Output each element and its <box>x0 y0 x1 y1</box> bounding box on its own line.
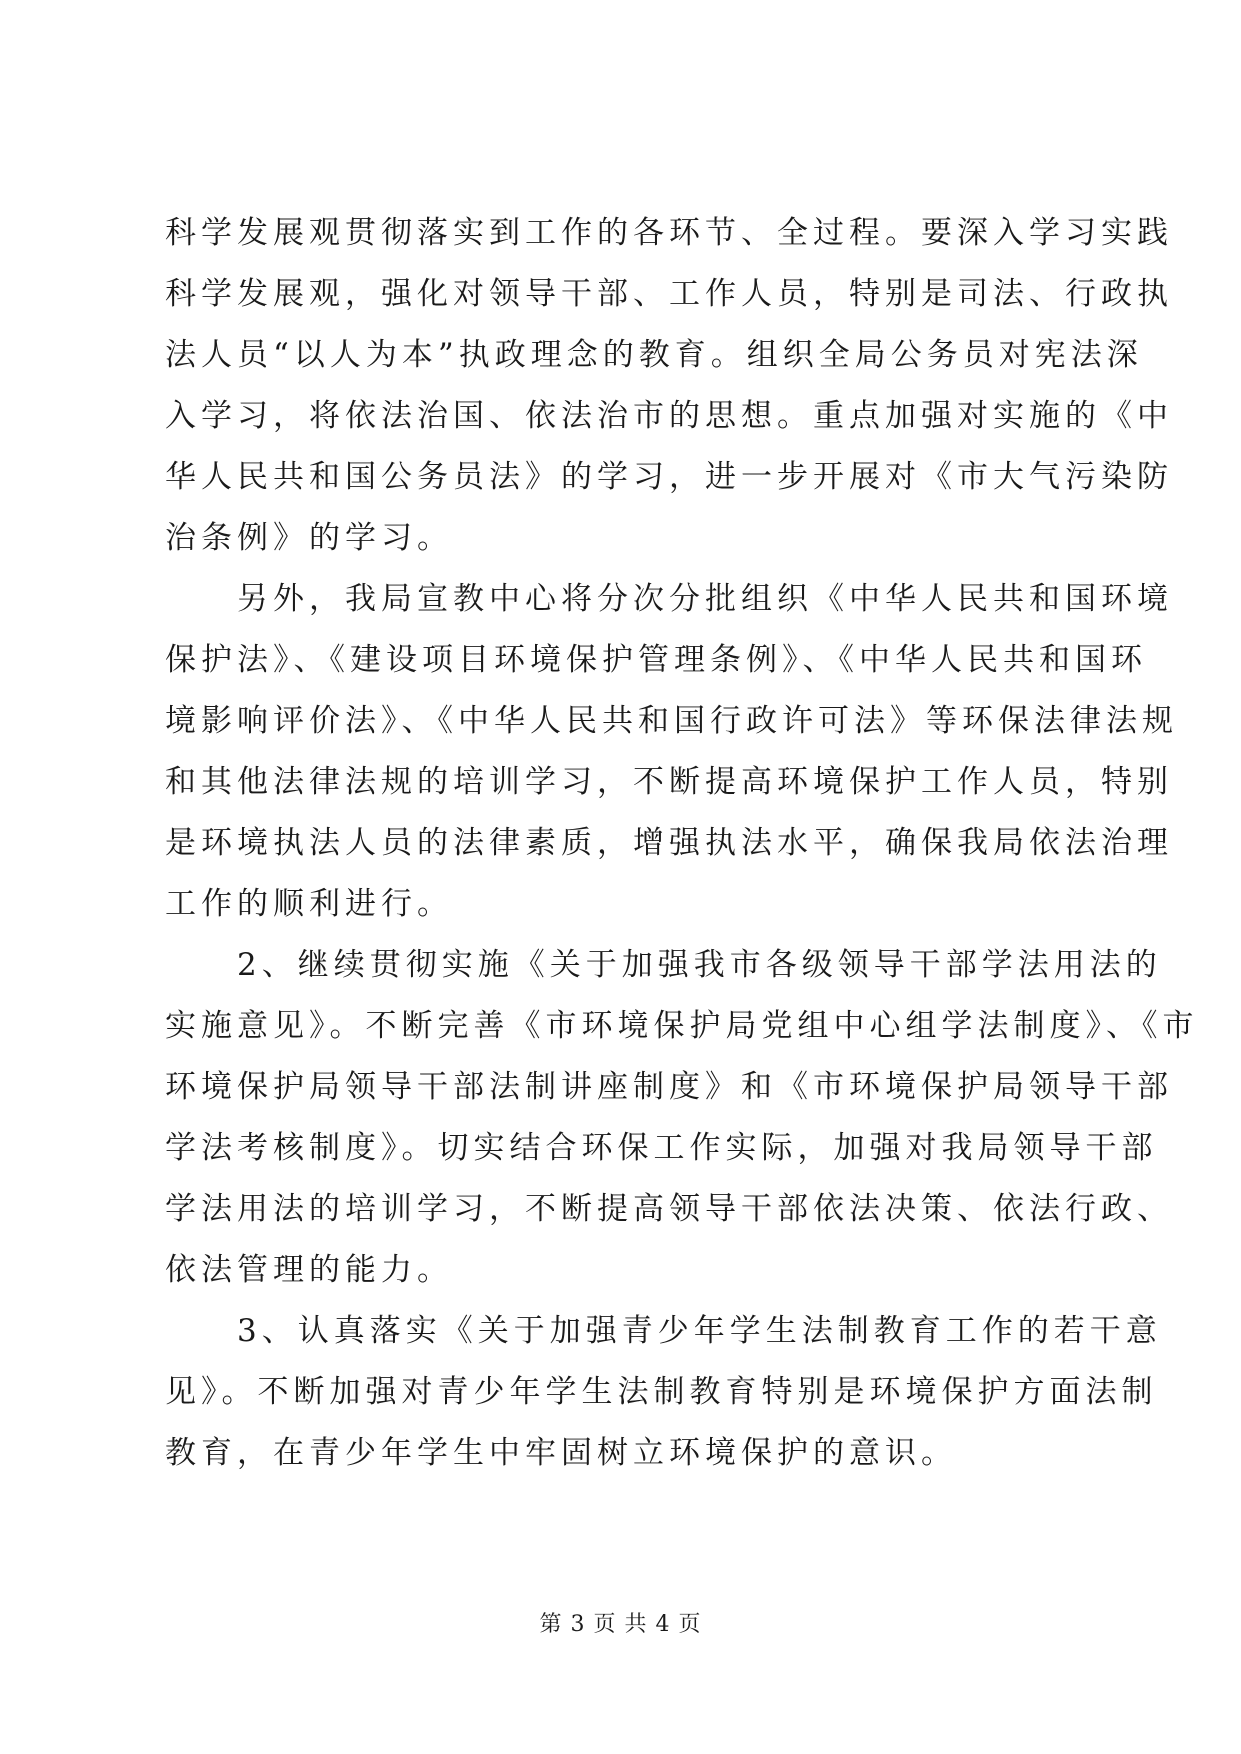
paragraph-line: 2、继续贯彻实施《关于加强我市各级领导干部学法用法的 <box>237 947 1162 983</box>
paragraph-line: 和其他法律法规的培训学习，不断提高环境保护工作人员，特别 <box>165 764 1173 800</box>
paragraph-line: 教育，在青少年学生中牢固树立环境保护的意识。 <box>165 1435 957 1471</box>
paragraph-line: 环境保护局领导干部法制讲座制度》和《市环境保护局领导干部 <box>165 1069 1173 1105</box>
paragraph-line: 入学习，将依法治国、依法治市的思想。重点加强对实施的《中 <box>165 398 1173 434</box>
document-body <box>165 203 1199 1484</box>
paragraph-line: 另外，我局宣教中心将分次分批组织《中华人民共和国环境 <box>237 581 1173 617</box>
paragraph-line: 学法用法的培训学习，不断提高领导干部依法决策、依法行政、 <box>165 1191 1173 1227</box>
paragraph-1 <box>165 203 1173 569</box>
paragraph-line: 学法考核制度》。切实结合环保工作实际，加强对我局领导干部 <box>165 1130 1158 1166</box>
paragraph-line: 保护法》、《建设项目环境保护管理条例》、《中华人民共和国环 <box>165 642 1147 678</box>
paragraph-line: 科学发展观，强化对领导干部、工作人员，特别是司法、行政执 <box>165 276 1173 312</box>
paragraph-line: 依法管理的能力。 <box>165 1252 453 1288</box>
paragraph-3 <box>165 935 1199 1301</box>
paragraph-line: 华人民共和国公务员法》的学习，进一步开展对《市大气污染防 <box>165 459 1173 495</box>
paragraph-4 <box>165 1301 1162 1484</box>
paragraph-line: 境影响评价法》、《中华人民共和国行政许可法》等环保法律法规 <box>165 703 1178 739</box>
paragraph-line: 法人员“以人为本”执政理念的教育。组织全局公务员对宪法深 <box>165 337 1143 373</box>
paragraph-line: 治条例》的学习。 <box>165 520 453 556</box>
paragraph-line: 工作的顺利进行。 <box>165 886 453 922</box>
paragraph-line: 3、认真落实《关于加强青少年学生法制教育工作的若干意 <box>237 1313 1162 1349</box>
page-number-footer: 第 3 页 共 4 页 <box>539 1612 702 1637</box>
paragraph-line: 见》。不断加强对青少年学生法制教育特别是环境保护方面法制 <box>165 1374 1158 1410</box>
paragraph-line: 实施意见》。不断完善《市环境保护局党组中心组学法制度》、《市 <box>165 1008 1199 1044</box>
paragraph-line: 科学发展观贯彻落实到工作的各环节、全过程。要深入学习实践 <box>165 215 1173 251</box>
paragraph-2 <box>165 569 1178 935</box>
paragraph-line: 是环境执法人员的法律素质，增强执法水平，确保我局依法治理 <box>165 825 1173 861</box>
